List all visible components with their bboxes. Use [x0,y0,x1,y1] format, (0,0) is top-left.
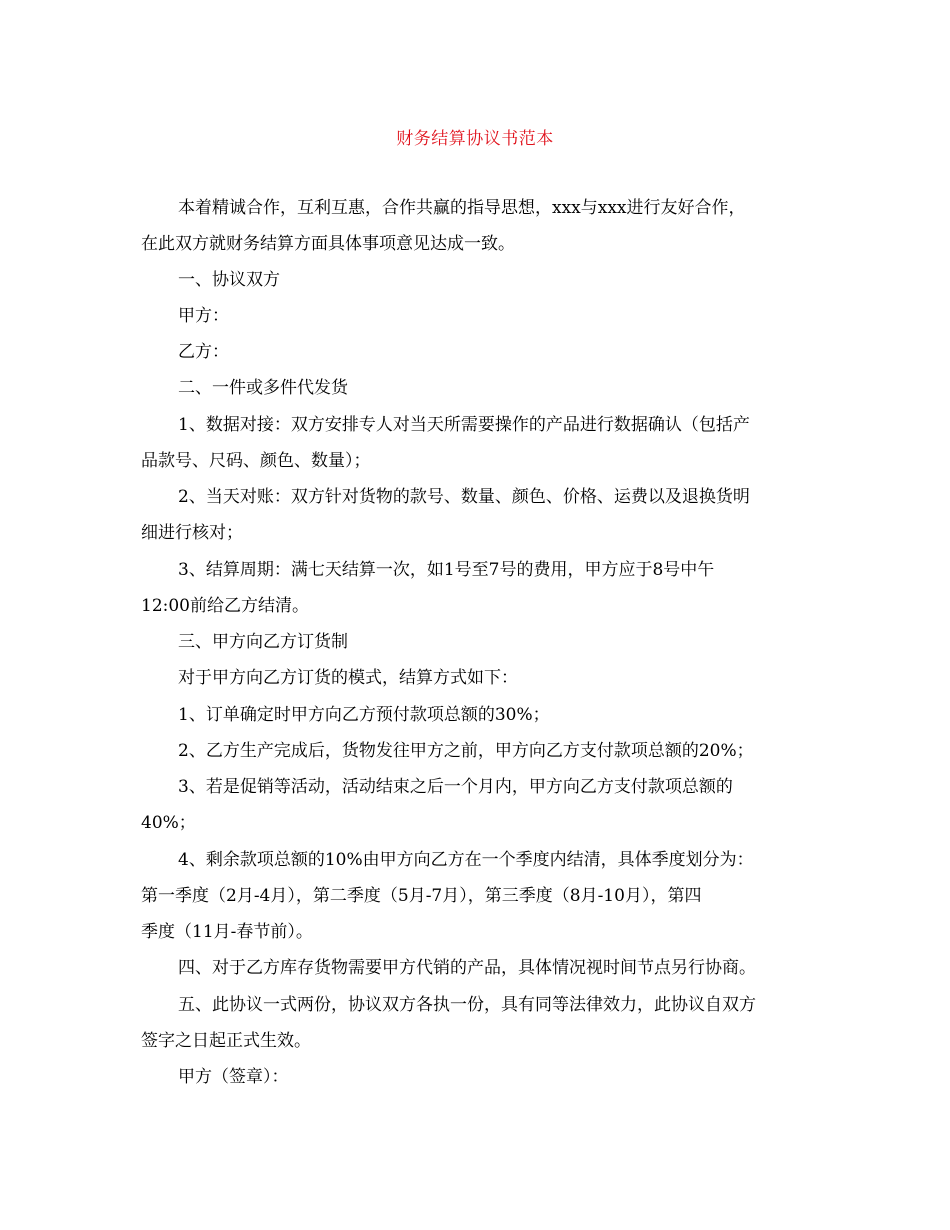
document-title: 财务结算协议书范本 [396,129,554,149]
paragraph-line: 40%； [141,813,196,833]
paragraph-line: 1、订单确定时甲方向乙方预付款项总额的30%； [178,705,550,725]
paragraph-line: 2、当天对账：双方针对货物的款号、数量、颜色、价格、运费以及退换货明 [178,487,750,507]
paragraph-line: 细进行核对； [141,523,243,543]
paragraph-line: 季度（11月-春节前）。 [141,922,313,942]
paragraph-line: 在此双方就财务结算方面具体事项意见达成一致。 [141,234,515,254]
section-heading: 一、协议双方 [178,270,280,290]
signature-line: 甲方（签章）： [178,1067,289,1087]
paragraph-line: 本着精诚合作，互利互惠，合作共赢的指导思想，xxx与xxx进行友好合作， [178,198,746,218]
section-heading: 三、甲方向乙方订货制 [178,632,348,652]
paragraph-line: 2、乙方生产完成后，货物发往甲方之前，甲方向乙方支付款项总额的20%； [178,741,754,761]
party-a-line: 甲方： [178,306,229,326]
paragraph-line: 3、若是促销等活动，活动结束之后一个月内，甲方向乙方支付款项总额的 [178,777,733,797]
paragraph-line: 4、剩余款项总额的10%由甲方向乙方在一个季度内结清，具体季度划分为： [178,850,754,870]
section-heading: 二、一件或多件代发货 [178,378,348,398]
paragraph-line: 品款号、尺码、颜色、数量）； [141,451,371,471]
paragraph-line: 对于甲方向乙方订货的模式，结算方式如下： [178,668,518,688]
paragraph-line: 第一季度（2月-4月），第二季度（5月-7月），第三季度（8月-10月），第四 [141,886,702,906]
paragraph-line: 五、此协议一式两份，协议双方各执一份，具有同等法律效力，此协议自双方 [178,995,756,1015]
paragraph-line: 四、对于乙方库存货物需要甲方代销的产品，具体情况视时间节点另行协商。 [178,958,756,978]
paragraph-line: 1、数据对接：双方安排专人对当天所需要操作的产品进行数据确认（包括产 [178,415,750,435]
paragraph-line: 3、结算周期：满七天结算一次，如1号至7号的费用，甲方应于8号中午 [178,560,715,580]
paragraph-line: 签字之日起正式生效。 [141,1031,311,1051]
paragraph-line: 12:00前给乙方结清。 [141,596,309,616]
party-b-line: 乙方： [178,342,229,362]
